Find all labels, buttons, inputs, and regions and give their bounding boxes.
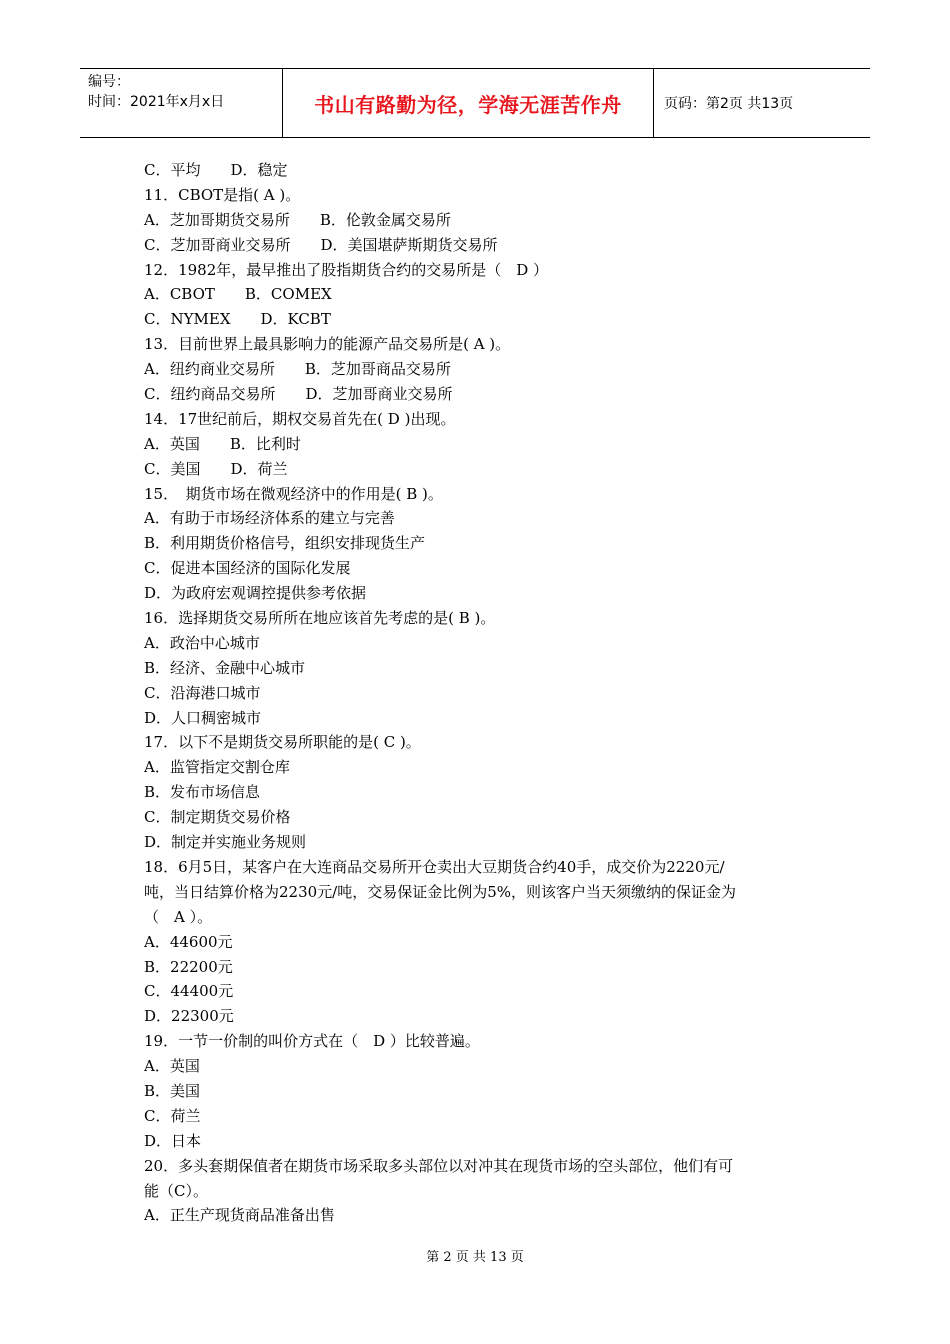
question-14: 14．17世纪前后，期权交易首先在( D )出现。 (144, 409, 456, 428)
question-17: 17．以下不是期货交易所职能的是( C )。 (144, 733, 421, 752)
question-11: 11．CBOT是指( A )。 (144, 185, 301, 204)
text-line: C．芝加哥商业交易所 D．美国堪萨斯期货交易所 (144, 235, 498, 254)
text-line: A．44600元 (144, 932, 233, 951)
text-line: A．英国 B．比利时 (144, 434, 301, 453)
text-line: B．经济、金融中心城市 (144, 658, 306, 677)
document-number-label: 编号： (88, 74, 130, 90)
text-line: A．政治中心城市 (144, 633, 260, 652)
text-line: C．44400元 (144, 982, 234, 1001)
text-line: A．有助于市场经济体系的建立与完善 (144, 509, 395, 528)
text-line: C．沿海港口城市 (144, 683, 261, 702)
text-line: C．纽约商品交易所 D．芝加哥商业交易所 (144, 385, 453, 404)
page-footer: 第 2 页 共 13 页 (426, 1250, 524, 1265)
question-15: 15． 期货市场在微观经济中的作用是( B )。 (144, 484, 443, 503)
text-line: D．22300元 (144, 1007, 234, 1026)
text-line: （ A ）。 (144, 907, 213, 926)
text-line: C．美国 D．荷兰 (144, 459, 288, 478)
text-line: A．监管指定交割仓库 (144, 758, 290, 777)
text-line: 能（C）。 (144, 1181, 208, 1200)
header-meta (80, 69, 282, 137)
question-16: 16．选择期货交易所所在地应该首先考虑的是( B )。 (144, 609, 496, 628)
text-line: B．发布市场信息 (144, 783, 261, 802)
text-line: C．NYMEX D．KCBT (144, 310, 331, 329)
text-line: A．纽约商业交易所 B．芝加哥商品交易所 (144, 360, 451, 379)
text-line: A．芝加哥期货交易所 B．伦敦金属交易所 (144, 210, 451, 229)
question-20: 20．多头套期保值者在期货市场采取多头部位以对冲其在现货市场的空头部位，他们有可 (144, 1156, 734, 1175)
text-line: D．为政府宏观调控提供参考依据 (144, 584, 367, 603)
text-line: B．美国 (144, 1081, 201, 1100)
header-page-info: 页码：第2页 共13页 (664, 96, 794, 112)
question-12: 12．1982年，最早推出了股指期货合约的交易所是（ D ） (144, 260, 549, 279)
page-header (80, 68, 870, 138)
document-body (144, 158, 812, 1228)
text-line: A．正生产现货商品准备出售 (144, 1206, 335, 1225)
text-line: D．日本 (144, 1131, 202, 1150)
text-line: C．平均 D．稳定 (144, 161, 288, 179)
text-line: 吨，当日结算价格为2230元/吨，交易保证金比例为5%，则该客户当天须缴纳的保证金为 (144, 882, 737, 901)
text-line: B．22200元 (144, 957, 233, 976)
text-line: D．制定并实施业务规则 (144, 833, 307, 852)
question-13: 13．目前世界上最具影响力的能源产品交易所是( A )。 (144, 335, 511, 354)
text-line: D．人口稠密城市 (144, 708, 262, 727)
text-line: C．荷兰 (144, 1106, 201, 1125)
text-line: B．利用期货价格信号，组织安排现货生产 (144, 534, 426, 553)
text-line: C．促进本国经济的国际化发展 (144, 559, 351, 578)
document-date: 时间：2021年x月x日 (88, 94, 225, 110)
question-19: 19．一节一价制的叫价方式在（ D ）比较普遍。 (144, 1032, 480, 1051)
question-18: 18．6月5日，某客户在大连商品交易所开仓卖出大豆期货合约40手，成交价为2220元/ (144, 857, 725, 876)
text-line: A．英国 (144, 1057, 200, 1076)
text-line: A．CBOT B．COMEX (144, 285, 332, 304)
text-line: C．制定期货交易价格 (144, 808, 291, 827)
header-motto: 书山有路勤为径，学海无涯苦作舟 (282, 69, 654, 137)
